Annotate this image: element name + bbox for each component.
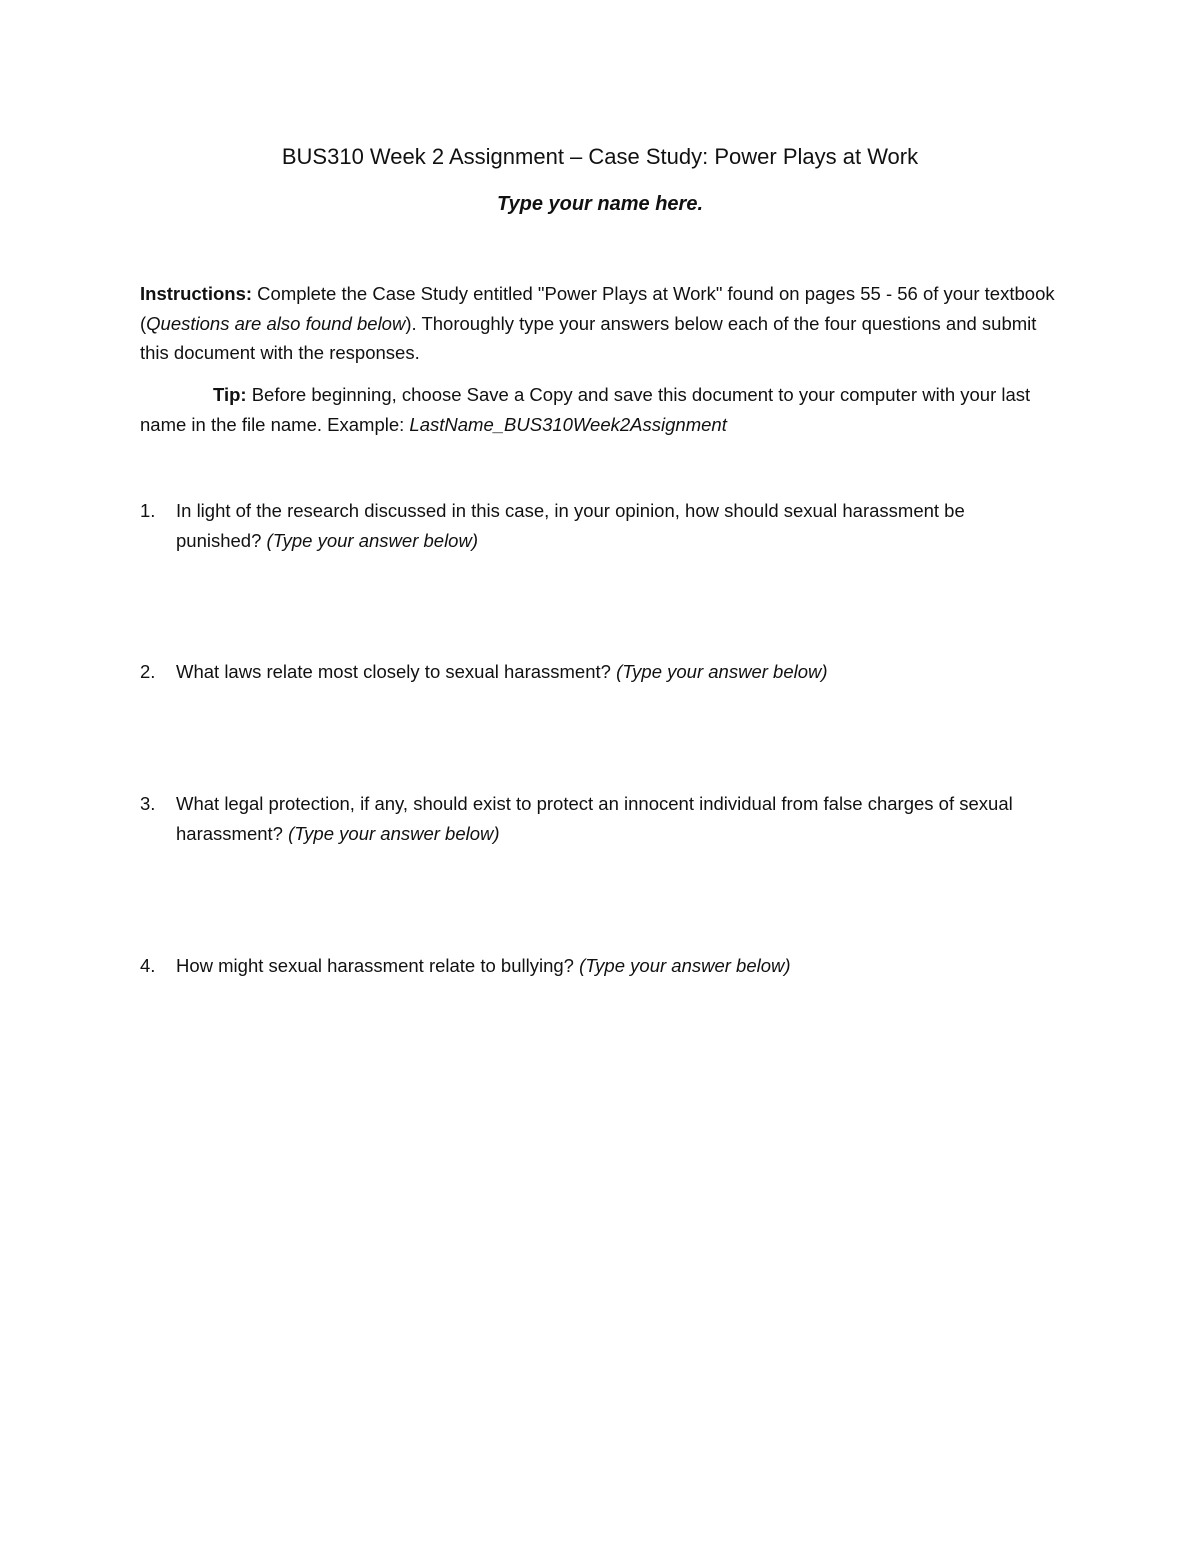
question-number: 2. (140, 661, 156, 682)
question-text-block (176, 657, 1055, 687)
instructions-text-2: ). Thoroughly type your answers below each of the four questions and submit this document with the responses. (140, 312, 1037, 363)
question-text: How might sexual harassment relate to bullying? (176, 955, 580, 976)
instructions-label: Instructions: (140, 283, 253, 304)
tip-label: Tip: (213, 384, 247, 405)
tip-example: LastName_BUS310Week2Assignment (409, 413, 727, 435)
question-number: 3. (140, 793, 156, 814)
question-4 (140, 951, 1055, 981)
question-hint: (Type your answer below) (616, 661, 828, 682)
question-text-block (176, 496, 1055, 555)
question-text: What laws relate most closely to sexual harassment? (176, 661, 617, 682)
question-text-block (176, 789, 1055, 848)
question-text: In light of the research discussed in this case, in your opinion, how should sexual harassment be punished? (176, 500, 965, 551)
question-hint: (Type your answer below) (266, 529, 478, 551)
tip-text: Before beginning, choose Save a Copy and save this document to your computer with your last name in the file name. Example: (140, 384, 1031, 435)
question-hint: (Type your answer below) (579, 955, 791, 976)
instructions-italic: Questions are also found below (146, 312, 406, 334)
question-text: What legal protection, if any, should exist to protect an innocent individual from false charges of sexual harassment? (176, 793, 1013, 844)
question-hint: (Type your answer below) (288, 822, 500, 844)
question-2 (140, 657, 1055, 687)
document-title: BUS310 Week 2 Assignment – Case Study: Power Plays at Work (281, 144, 919, 169)
tip-paragraph (140, 380, 1055, 439)
name-placeholder[interactable]: Type your name here. (497, 193, 703, 215)
question-1 (140, 496, 1055, 555)
question-number: 1. (140, 500, 156, 521)
instructions-paragraph (140, 279, 1055, 368)
question-3 (140, 789, 1055, 848)
question-number: 4. (140, 955, 156, 976)
instructions-text-1: Complete the Case Study entitled "Power Plays at Work" found on pages 55 - 56 of your textbook ( (140, 283, 1055, 334)
question-text-block (176, 951, 1055, 981)
